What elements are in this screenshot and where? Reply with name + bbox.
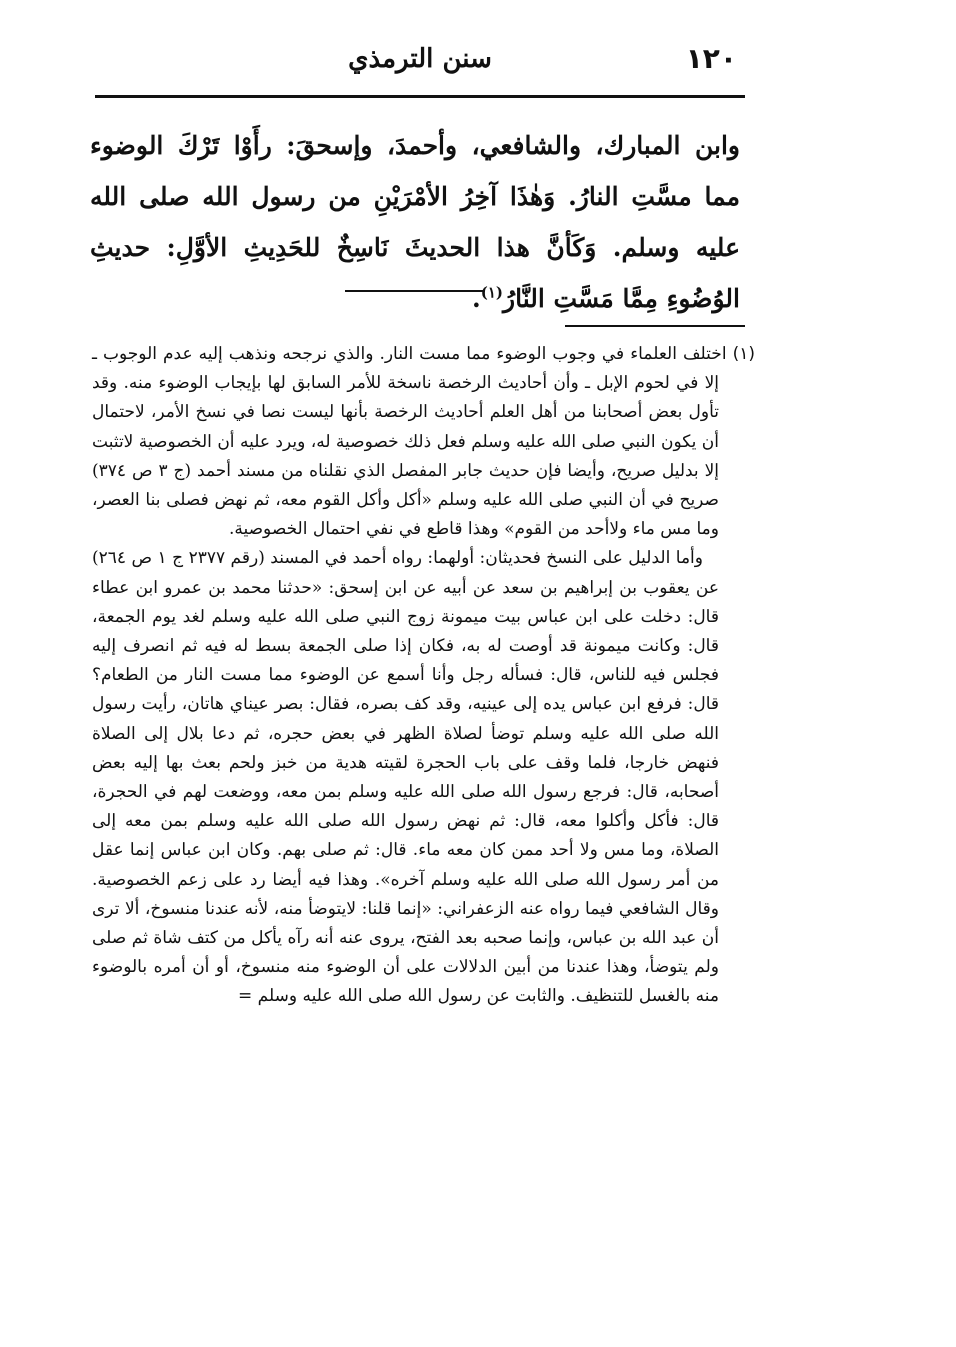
footnote-mark: (١): [732, 344, 755, 364]
page-header: [95, 30, 745, 94]
footnote-text: وأما الدليل على النسخ فحديثان: أولهما: رواه أحمد في المسند (رقم ٢٣٧٧ ج ١ ص ٢٦٤) عن يعقوب بن إبراهيم بن سعد عن أبيه عن ابن إسحق: «حدثنا محمد بن عمرو ابن عطاء قال: دخلت على ابن عباس بيت ميمونة زوج النبي صلى الله عليه وسلم لغد يوم الجمعة، قال: وكانت ميمونة قد أوصت له به، فكان إذا صلى الجمعة بسط له فيه ثم انصرف إليه فجلس فيه للناس، قال: فسأله رجل وأنا أسمع عن الوضوء مما مست النار من الطعام؟ قال: فرفع ابن عباس يده إلى عينيه، وقد كف بصره، فقال: بصر عيناي هاتان، رأيت رسول الله صلى الله عليه وسلم توضأ لصلاة الظهر في بعض حجره، ثم دعا بلال إلى الصلاة فنهض خارجا، فلما وقف على باب الحجرة لقيته هدية من خبز ولحم بعث بها إليه بعض أصحابه، قال: فرجع رسول الله صلى الله عليه وسلم بمن معه، ووضعت لهم في الحجرة، قال: فأكل وأكلوا معه، قال: ثم نهض رسول الله صلى الله عليه وسلم بمن معه إلى الصلاة، وما مس ولا أحد ممن كان معه ماء. قال: ثم صلى بهم. وكان ابن عباس إنما عقل من أمر رسول الله صلى الله عليه وسلم آخره». وهذا فيه أيضا رد على زعم الخصوصية. وقال الشافعي فيما رواه عنه الزعفراني: «إنما قلنا: لايتوضأ منه، لأنه عندنا منسوخ، ألا ترى أن عبد الله بن عباس، وإنما صحبه بعد الفتح، يروى عنه أنه رآه يأكل من كتف شاة ثم صلى ولم يتوضأ، وهذا عندنا من أبين الدلالات على أن الوضوء منه منسوخ، أو أن أمره بالوضوء منه بالغسل للتنظيف. والثابت عن رسول الله صلى الله عليه وسلم =: [92, 548, 719, 1007]
footnotes: [92, 340, 755, 1012]
main-paragraph: [90, 120, 740, 324]
footnote-reference: (١): [480, 283, 503, 302]
footnote-paragraph: [92, 544, 755, 1011]
footnote-paragraph: [92, 340, 755, 544]
header-rule: [95, 95, 745, 98]
main-text-line-1: وابن المبارك، والشافعي، وأحمدَ، وإسحقَ: رأَوْا تَرْكَ الوضوء مما مسَّتِ النارُ.: [90, 131, 740, 211]
page-number: ١٢٠: [685, 42, 737, 75]
main-text-period: .: [472, 284, 481, 313]
running-title: سنن الترمذي: [348, 44, 492, 74]
main-text-line-2: وَهٰذَا آخِرُ الأمْرَيْنِ من رسول الله صلى الله عليه وسلم. وَكَأنَّ هذا الحديثَ نَاسِخٌ للحَدِيثِ الأوَّلِ: حديثِ الوُضُوءِ مِمَّا مَسَّتِ النَّارُ: [90, 182, 740, 313]
section-divider: [345, 290, 485, 292]
main-text: [90, 120, 740, 324]
footnote-divider: [565, 325, 745, 327]
footnote-text: اختلف العلماء في وجوب الوضوء مما مست النار. والذي نرجحه ونذهب إليه عدم الوجوب ـ إلا في لحوم الإبل ـ وأن أحاديث الرخصة ناسخة للأمر السابق لها بإيجاب الوضوء منه. وقد تأول بعض أصحابنا من أهل العلم أحاديث الرخصة بأنها ليست نصا في نسخ الأمر، لاحتمال أن يكون النبي صلى الله عليه وسلم فعل ذلك خصوصية له، ويرد عليه أن الخصوصية لاتثبت إلا بدليل صريح، وأيضا فإن حديث جابر المفصل الذي نقلناه من مسند أحمد (ج ٣ ص ٣٧٤) صريح في أن النبي صلى الله عليه وسلم «أكل وأكل القوم معه، ثم نهض فصلى بنا العصر، وما مس ماء ولاأحد من القوم» وهذا قاطع في نفي احتمال الخصوصية.: [92, 344, 727, 540]
